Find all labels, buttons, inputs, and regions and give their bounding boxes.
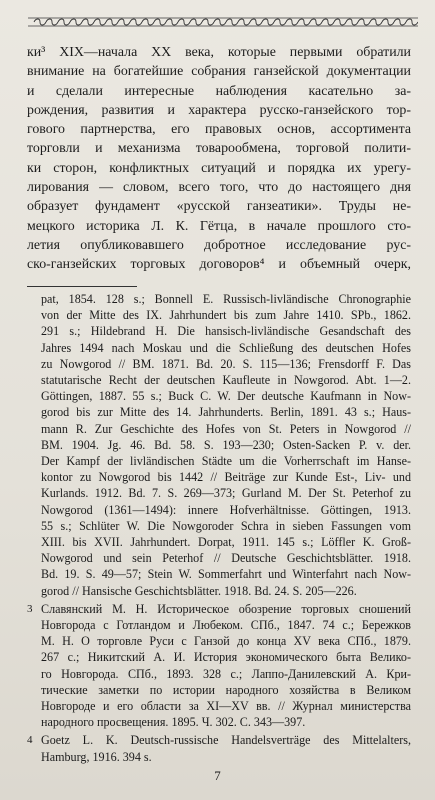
footnote-continuation-line: mann R. Zur Geschichte des Hofes von St. Peters in Nowgorod // [41,421,411,436]
main-text-line: летия опубликовавшего добротное исследование рус- [27,237,411,253]
footnote-4 [27,732,411,764]
footnote-continuation-line: Jahres 1494 nach Moskau und die Schließung des deutschen Hofes [41,340,411,355]
main-text-line: ки сторон, конфликтных ситуаций и порядка их урегу- [27,160,411,176]
footnote-continuation-line: Nowgorod (1361—1494): innere Hofverhältnisse. Göttingen, 1913. [41,502,411,517]
footnote-continuation-line: Der Kampf der livländischen Städte um die Vorherrschaft im Hanse- [41,454,411,469]
footnote-3-number: 3 [27,602,33,615]
footnote-3-line: 267 с.; Никитский А. И. История экономического быта Велико- [41,650,411,665]
main-text-line: ско-ганзейских торговых договоров⁴ и объемный очерк, [27,257,411,273]
footnote-3 [27,601,411,731]
footnote-3-line: М. Н. О торговле Руси с Ганзой до конца XV века СПб., 1879. [41,634,411,649]
main-text-line: лирования — словом, всего того, что до настоящего дня [27,180,411,196]
main-text-line: внимание на богатейшие собрания ганзейской документации [27,64,411,80]
footnote-continuation-line: von der Mitte des IX. Jahrhundert bis zum Jahre 1410. SPb., 1862. [41,308,411,323]
footnote-separator [27,286,137,287]
main-text-line: торговли и механизма товарообмена, торговой полити- [27,141,411,157]
main-text-line: и сделали интересные наблюдения касательно за- [27,83,411,99]
footnote-continuation-line: statutarische Recht der deutschen Kaufleute in Nowgorod. Abt. 1—2. [41,373,411,388]
main-text-line: гового партнерства, его правовых основ, ассортимента [27,122,411,138]
footnote-continuation-line: XIII. bis XVII. Jahrhundert. Dorpat, 1911. 145 s.; Löffler K. Groß- [41,535,411,550]
header-ornament [28,10,418,32]
footnote-3-line: Славянский М. Н. Историческое обозрение торговых сношений [41,601,411,616]
main-text-line: образует фундамент «русской ганзеатики». Труды не- [27,199,411,215]
footnote-3-line: народного просвещения. 1895. Ч. 302. С. 343—397. [41,715,306,730]
footnote-continuation-line: BM. 1904. Jg. 46. Bd. 58. S. 193—230; Osten-Sacken P. v. der. [41,437,411,452]
footnote-4-line: Hamburg, 1916. 394 s. [41,749,152,764]
footnote-4-number: 4 [27,734,33,747]
main-text-line: рождения, развития и характера русско-ганзейского тор- [27,102,411,118]
page-number: 7 [214,768,221,783]
main-text [27,43,411,275]
footnote-continuation-line: Bd. 19. S. 49—57; Stein W. Sommerfahrt und Winterfahrt nach Now- [41,567,411,582]
main-text-line: мецкого историка Л. К. Гётца, в начале прошлого сто- [27,218,411,234]
footnote-continuation-line: kontor zu Nowgorod bis 1442 // Beiträge zur Kunde Est-, Liv- und [41,470,411,485]
footnote-continuation-line: gorod bis zur Mitte des 14. Jahrhunderts. Berlin, 1891. 43 s.; Haus- [41,405,411,420]
footnote-3-line: Новгороде и его области за XI—XV вв. // Журнал министерства [41,699,411,714]
footnotes [27,291,411,767]
footnote-continuation-line: 291 s.; Hildebrand H. Die hansisch-livländische Gesandschaft des [41,324,411,339]
footnote-continuation-line: zu Nowgorod // BM. 1871. Bd. 20. S. 115—136; Frensdorff F. Das [41,356,411,371]
footnote-4-line: Goetz L. K. Deutsch-russische Handelsverträge des Mittelalters, [41,733,411,748]
footnote-continuation-line: 55 s.; Schlüter W. Die Nowgoroder Schra in sieben Fassungen vom [41,518,411,533]
footnote-3-line: тические заметки по истории народного хозяйства в Великом [41,682,411,697]
footnote-continuation-line: pat, 1854. 128 s.; Bonnell E. Russisch-livländische Chronographie [41,292,411,306]
footnote-continuation-line: Kurlands. 1912. Bd. 7. S. 269—373; Gurland M. Der St. Peterhof zu [41,486,411,501]
footnote-continuation-line: Göttingen, 1887. 55 s.; Buck C. W. Der deutsche Kaufmann in Now- [41,389,411,404]
footnote-3-line: Новгорода с Готландом и Любеком. СПб., 1847. 74 с.; Бережков [41,618,411,633]
footnote-3-line: го Новгорода. СПб., 1893. 328 с.; Лаппо-Данилевский А. Кри- [41,666,411,681]
footnote-continuation-line: gorod // Hansische Geschichtsblätter. 1918. Bd. 24. S. 205—226. [41,583,357,598]
footnote-continuation-line: Nowgorod und sein Peterhof // Deutsche Geschichtsblätter. 1918. [41,551,411,566]
footnote-continuation [27,291,411,599]
main-text-line: ки³ XIX—начала XX века, которые первыми обратили [27,45,411,60]
